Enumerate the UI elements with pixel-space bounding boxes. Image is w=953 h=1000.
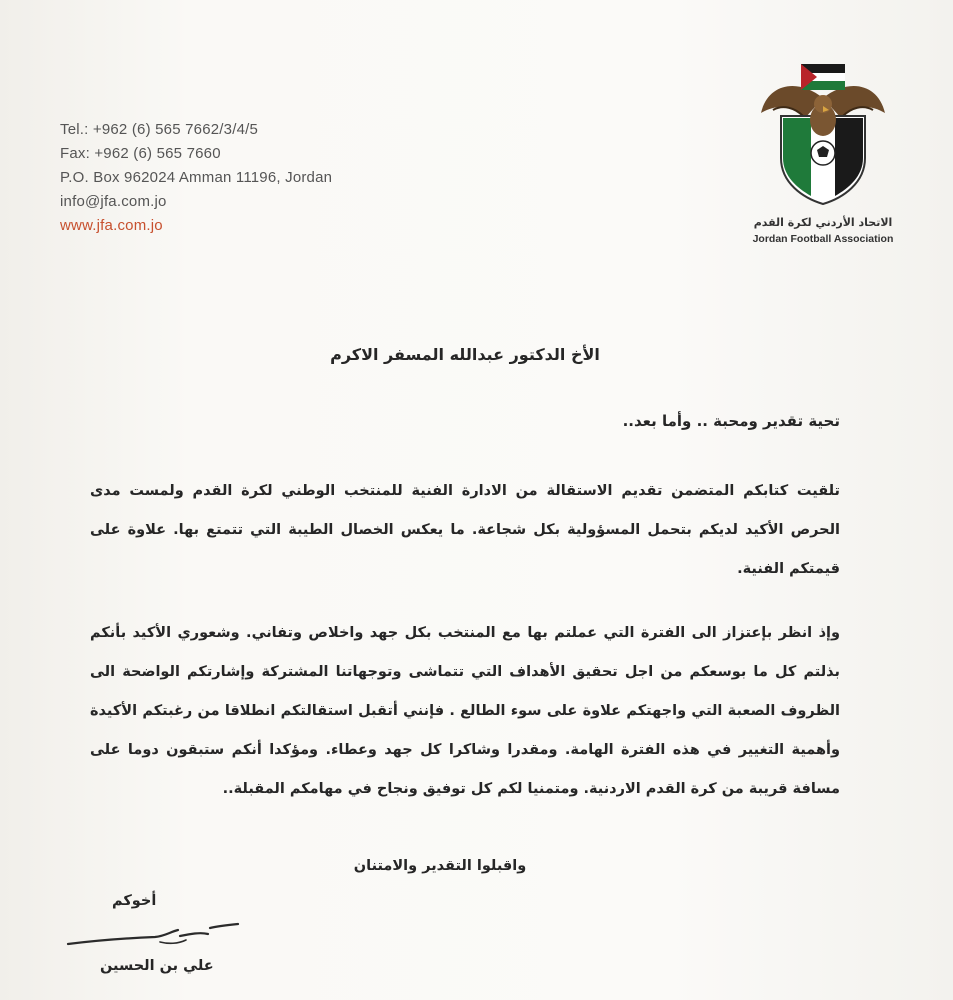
contact-email: info@jfa.com.jo <box>60 193 167 210</box>
org-name-arabic: الاتحاد الأردني لكرة القدم <box>753 216 893 229</box>
contact-block <box>60 118 332 238</box>
contact-tel: Tel.: +962 (6) 565 7662/3/4/5 <box>60 121 259 138</box>
paragraph-1: تلقيت كتابكم المتضمن تقديم الاستقالة من الادارة الفنية للمنتخب الوطني لكرة القدم ولمست مدى الحرص الأكيد لديكم بتحمل المسؤولية بكل شجاعة. ما يعكس الخصال الطيبة التي تتمتع بها. علاوة على قيمتكم الفنية. <box>90 483 840 577</box>
contact-pobox: P.O. Box 962024 Amman 11196, Jordan <box>60 169 333 186</box>
greeting: تحية تقدير ومحبة .. وأما بعد.. <box>622 412 840 430</box>
closing-line: واقبلوا التقدير والامتنان <box>353 858 527 874</box>
signer-name: علي بن الحسين <box>100 958 214 974</box>
contact-fax: Fax: +962 (6) 565 7660 <box>60 145 221 162</box>
paragraph-2: وإذ انظر بإعتزاز الى الفترة التي عملتم بها مع المنتخب بكل جهد واخلاص وتفاني. وشعوري الأكيد بأنكم بذلتم كل ما بوسعكم من اجل تحقيق الأهداف التي تتماشى وتوجهاتنا المشتركة وإشارتكم الواضحة الى الظروف الصعبة التي واجهتكم علاوة على سوء الطالع . فإنني أتقبل استقالتكم انطلاقا من رغبتكم الأكيدة وأهمية التغيير في هذه الفترة الهامة. ومقدرا وشاكرا كل جهد وعطاء. ومؤكدا أنكم ستبقون دوما على مسافة قريبة من كرة القدم الاردنية. ومتمنيا لكم كل توفيق ونجاح في مهامكم المقبلة.. <box>90 625 840 797</box>
handwritten-signature <box>60 910 250 960</box>
sign-off: أخوكم <box>112 893 157 909</box>
salutation: الأخ الدكتور عبدالله المسفر الاكرم <box>330 345 600 364</box>
contact-website: www.jfa.com.jo <box>60 217 163 234</box>
org-name-english: Jordan Football Association <box>752 233 894 245</box>
emblem-text: JFA <box>812 176 834 188</box>
jfa-logo <box>738 58 908 245</box>
